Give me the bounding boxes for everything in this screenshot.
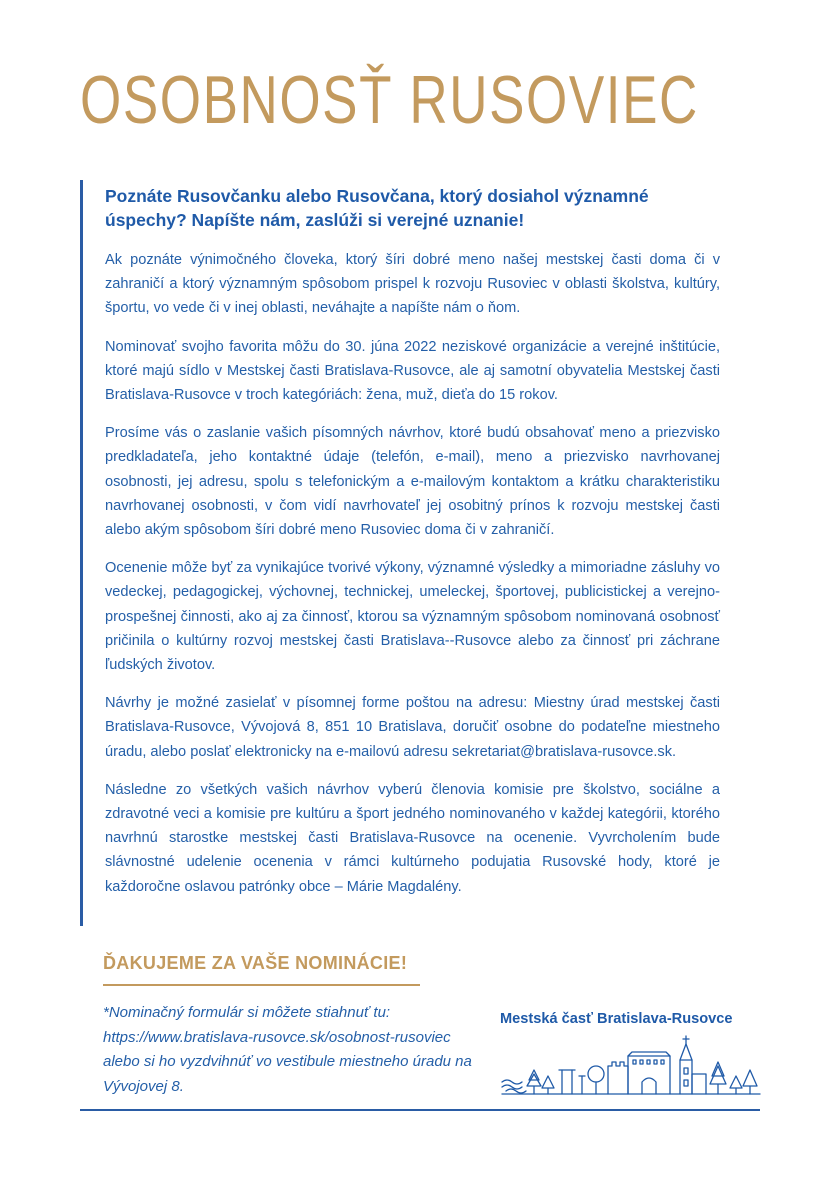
paragraph-deadline: Nominovať svojho favorita môžu do 30. júna 2022 neziskové organizácie a verejné inštitúcie, ktoré majú sídlo v Mestskej časti Bratislava-Rusovce, ale aj samotní obyvatelia Mestskej časti Bratislava-Rusovce v troch kategóriách: žena, muž, dieťa do 15 rokov. bbox=[105, 338, 720, 404]
page-title: OSOBNOSŤ RUSOVIEC bbox=[80, 62, 699, 138]
paragraph-submission-content: Prosíme vás o zaslanie vašich písomných návrhov, ktoré budú obsahovať meno a priezvisko predkladateľa, jeho kontaktné údaje (telefón, e-mail), meno a priezvisko navrhovanej osobnosti, jej adresu, spolu s telefonickým a e-mailovým kontaktom a krátku charakteristiku navrhovanej osobnosti, v čom vidí navrhovateľ jej osobitný prínos k rozvoju mestskej časti alebo akým spôsobom šíri dobré meno Rusoviec doma či v zahraničí. bbox=[105, 425, 720, 539]
main-content bbox=[80, 180, 720, 926]
form-note: *Nominačný formulár si môžete stiahnuť tu: https://www.bratislava-rusovce.sk/osobnost-rusoviec alebo si ho vyzdvihnúť vo vestibule miestneho úradu na Vývojovej 8. bbox=[103, 1004, 472, 1095]
paragraph-intro: Ak poznáte výnimočného človeka, ktorý šíri dobré meno našej mestskej časti doma či v zahraničí a ktorý významným spôsobom prispel k rozvoju Rusoviec v oblasti školstva, kultúry, športu, vo vede či v inej oblasti, neváhajte a napíšte nám o ňom. bbox=[105, 252, 720, 317]
gold-divider bbox=[103, 984, 420, 986]
paragraph-award-criteria: Ocenenie môže byť za vynikajúce tvorivé výkony, významné výsledky a mimoriadne zásluhy vo vedeckej, pedagogickej, výchovnej, technickej, umeleckej, športovej, publicistickej a verejno-prospešnej činnosti, ako aj za činnosť, ktorou sa významným spôsobom nominovaná osobnosť pričinila o kultúrny rozvoj mestskej časti Bratislava--Rusovce alebo za činnosť pri záchrane ľudských životov. bbox=[105, 560, 720, 674]
logo-text: Mestská časť Bratislava-Rusovce bbox=[500, 1011, 733, 1027]
paragraph-address: Návrhy je možné zasielať v písomnej forme poštou na adresu: Miestny úrad mestskej časti Bratislava-Rusovce, Vývojová 8, 851 10 Bratislava, doručiť osobne do podateľne miestneho úradu, alebo poslať elektronicky na e-mailovú adresu sekretariat@bratislava-rusovce.sk. bbox=[105, 695, 720, 760]
lead-text: Poznáte Rusovčanku alebo Rusovčana, ktorý dosiahol významné úspechy? Napíšte nám, zaslúži si verejné uznanie! bbox=[105, 186, 649, 230]
thanks-heading: ĎAKUJEME ZA VAŠE NOMINÁCIE! bbox=[103, 953, 408, 973]
paragraph-selection: Následne zo všetkých vašich návrhov vyberú členovia komisie pre školstvo, sociálne a zdravotné veci a komisie pre kultúru a šport jedného nominovaného v každej kategórii, ktorého navrhnú starostke mestskej časti Bratislava-Rusovce na ocenenie. Vyvrcholením bude slávnostné udelenie ocenenia v rámci kultúrneho podujatia Rusovské hody, ktoré je každoročne oslavou patrónky obce – Márie Magdalény. bbox=[105, 781, 720, 895]
rusovce-skyline-logo bbox=[500, 1030, 762, 1098]
bottom-divider bbox=[80, 1109, 760, 1111]
